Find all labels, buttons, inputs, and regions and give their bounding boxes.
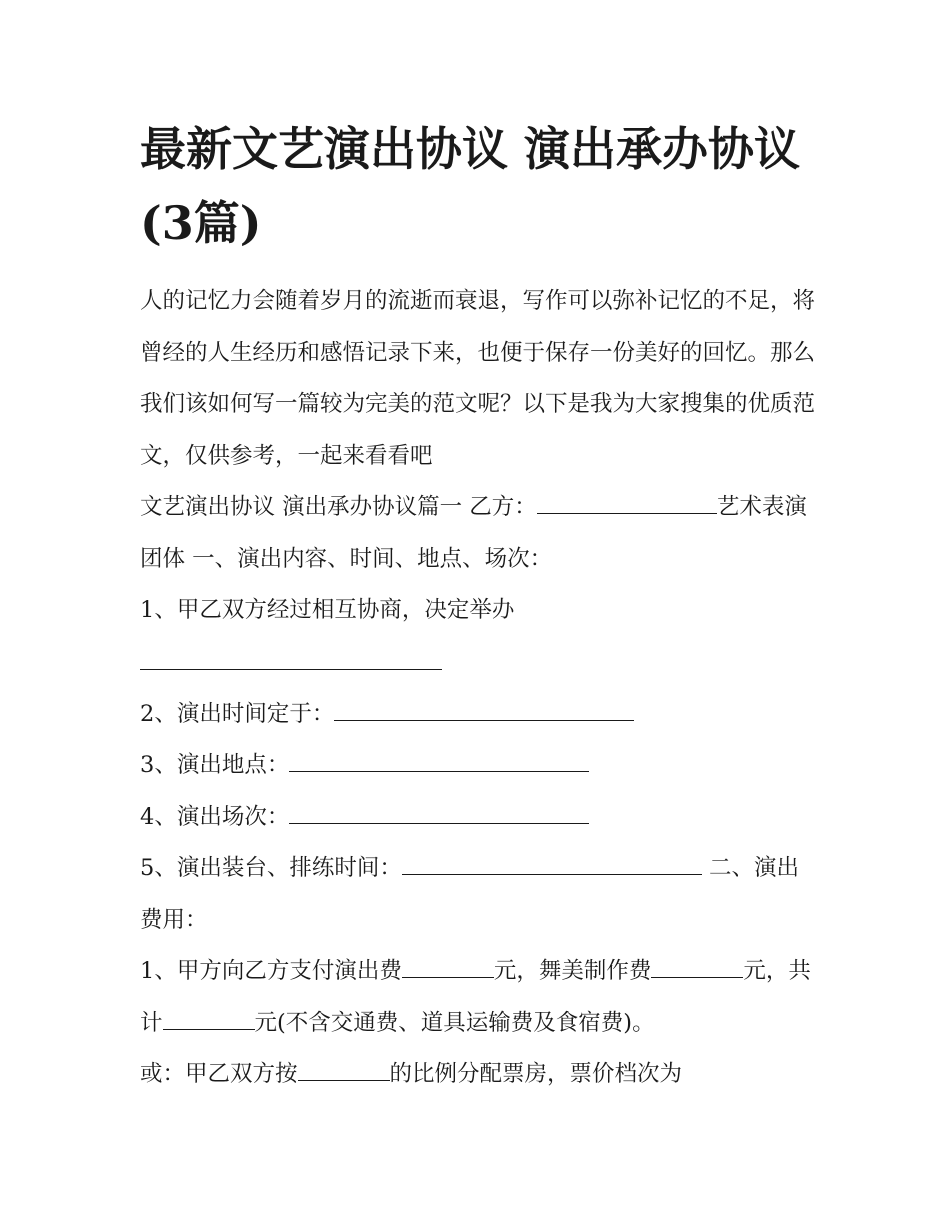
section1-heading	[140, 482, 820, 585]
section1-heading-pre: 文艺演出协议 演出承办协议篇一 乙方：	[140, 494, 537, 520]
document-title: 最新文艺演出协议 演出承办协议(3篇)	[140, 122, 801, 250]
item-2-label: 2、演出时间定于：	[140, 700, 335, 727]
total-fee-blank	[163, 1003, 255, 1030]
item-2	[140, 689, 820, 741]
alt-part-b: 的比例分配票房，票价档次为	[389, 1061, 683, 1087]
fee-part-c: 元，共计	[140, 958, 811, 1036]
document-page	[140, 112, 820, 1101]
item-5-label: 5、演出装台、排练时间：	[140, 855, 402, 881]
stage-design-fee-blank	[651, 951, 743, 978]
item-3-blank	[289, 745, 589, 772]
item-4-label: 4、演出场次：	[140, 803, 290, 830]
fee-paragraph	[140, 946, 820, 1049]
item-1-blank	[140, 637, 442, 670]
item-5	[140, 843, 820, 946]
alt-part-a: 或：甲乙双方按	[140, 1061, 298, 1087]
performance-fee-blank	[402, 951, 494, 978]
item-3	[140, 740, 820, 792]
intro-paragraph: 人的记忆力会随着岁月的流逝而衰退，写作可以弥补记忆的不足，将曾经的人生经历和感悟记录下来，也便于保存一份美好的回忆。那么我们该如何写一篇较为完美的范文呢？以下是我为大家搜集的优质范文，仅供参考，一起来看看吧	[140, 288, 816, 469]
fee-part-a: 1、甲方向乙方支付演出费	[140, 958, 402, 984]
item-1: 1、甲乙双方经过相互协商，决定举办	[140, 597, 515, 623]
fee-part-d: 元(不含交通费、道具运输费及食宿费)。	[254, 1009, 655, 1036]
item-5-blank	[402, 848, 702, 875]
item-3-label: 3、演出地点：	[140, 752, 290, 778]
section2-heading: 二、演出费用：	[140, 855, 799, 933]
item-2-blank	[334, 694, 634, 721]
item-4	[140, 792, 820, 844]
alt-paragraph	[140, 1049, 820, 1101]
party-b-blank	[537, 487, 717, 514]
section1-heading-post: 艺术表演团体 一、演出内容、时间、地点、场次：	[140, 494, 807, 572]
fee-part-b: 元，舞美制作费	[493, 958, 652, 984]
box-office-ratio-blank	[298, 1054, 390, 1081]
item-4-blank	[289, 797, 589, 824]
